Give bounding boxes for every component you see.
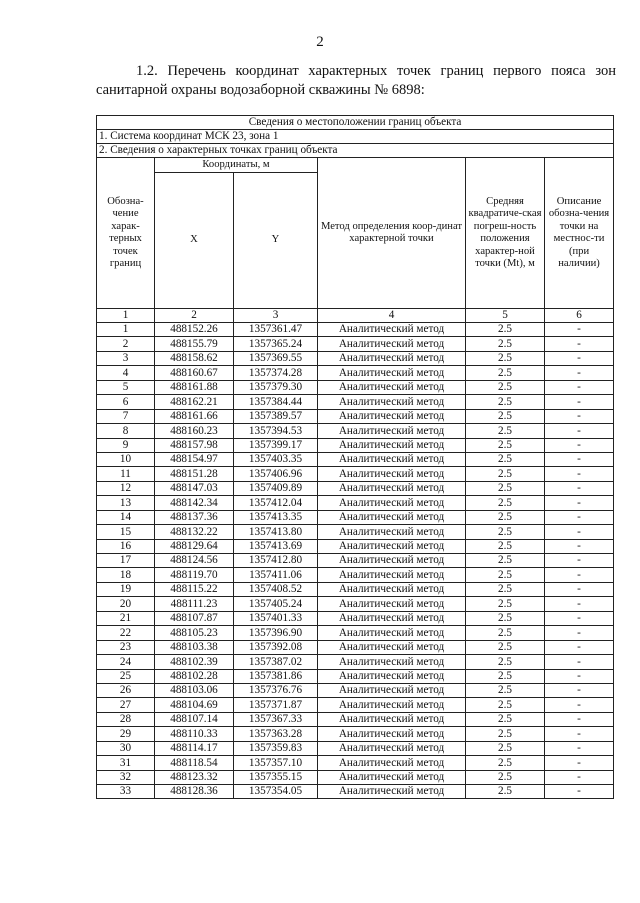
description: - [545, 409, 614, 423]
error-value: 2.5 [466, 655, 545, 669]
description: - [545, 698, 614, 712]
point-number: 4 [97, 366, 155, 380]
coord-x: 488129.64 [155, 539, 234, 553]
coord-y: 1357394.53 [234, 424, 318, 438]
method: Аналитический метод [318, 409, 466, 423]
error-value: 2.5 [466, 597, 545, 611]
coord-x: 488111.23 [155, 597, 234, 611]
error-value: 2.5 [466, 395, 545, 409]
method: Аналитический метод [318, 539, 466, 553]
table-row [97, 683, 614, 697]
table-title: Сведения о местоположении границ объекта [97, 116, 614, 130]
coord-x: 488105.23 [155, 626, 234, 640]
col-header-x: X [155, 173, 234, 309]
coord-y: 1357411.06 [234, 568, 318, 582]
coord-x: 488161.66 [155, 409, 234, 423]
coord-x: 488160.23 [155, 424, 234, 438]
method: Аналитический метод [318, 727, 466, 741]
method: Аналитический метод [318, 366, 466, 380]
point-number: 27 [97, 698, 155, 712]
description: - [545, 770, 614, 784]
coord-x: 488158.62 [155, 351, 234, 365]
column-number: 6 [545, 309, 614, 323]
coord-y: 1357363.28 [234, 727, 318, 741]
column-number: 1 [97, 309, 155, 323]
description: - [545, 611, 614, 625]
description: - [545, 741, 614, 755]
coord-y: 1357412.04 [234, 496, 318, 510]
coord-x: 488155.79 [155, 337, 234, 351]
table-row [97, 785, 614, 799]
coord-y: 1357392.08 [234, 640, 318, 654]
point-number: 5 [97, 380, 155, 394]
table-row [97, 337, 614, 351]
point-number: 13 [97, 496, 155, 510]
method: Аналитический метод [318, 510, 466, 524]
point-number: 23 [97, 640, 155, 654]
coord-y: 1357399.17 [234, 438, 318, 452]
table-row [97, 510, 614, 524]
method: Аналитический метод [318, 698, 466, 712]
error-value: 2.5 [466, 424, 545, 438]
error-value: 2.5 [466, 337, 545, 351]
description: - [545, 539, 614, 553]
coord-y: 1357357.10 [234, 756, 318, 770]
method: Аналитический метод [318, 351, 466, 365]
table-row [97, 741, 614, 755]
coord-x: 488102.39 [155, 655, 234, 669]
table-row [97, 467, 614, 481]
point-number: 3 [97, 351, 155, 365]
point-number: 24 [97, 655, 155, 669]
coord-x: 488104.69 [155, 698, 234, 712]
description: - [545, 351, 614, 365]
method: Аналитический метод [318, 568, 466, 582]
point-number: 32 [97, 770, 155, 784]
error-value: 2.5 [466, 698, 545, 712]
coord-y: 1357355.15 [234, 770, 318, 784]
table-row [97, 626, 614, 640]
table-row [97, 539, 614, 553]
point-number: 15 [97, 525, 155, 539]
table-row [97, 640, 614, 654]
coord-y: 1357406.96 [234, 467, 318, 481]
coord-y: 1357409.89 [234, 481, 318, 495]
description: - [545, 640, 614, 654]
point-number: 29 [97, 727, 155, 741]
coord-x: 488103.38 [155, 640, 234, 654]
coord-x: 488115.22 [155, 582, 234, 596]
table-row [97, 452, 614, 466]
description: - [545, 510, 614, 524]
coord-x: 488103.06 [155, 683, 234, 697]
coordinate-system-line: 1. Система координат МСК 23, зона 1 [97, 130, 614, 144]
coord-y: 1357408.52 [234, 582, 318, 596]
description: - [545, 452, 614, 466]
error-value: 2.5 [466, 582, 545, 596]
error-value: 2.5 [466, 669, 545, 683]
coord-y: 1357384.44 [234, 395, 318, 409]
coord-y: 1357396.90 [234, 626, 318, 640]
point-number: 11 [97, 467, 155, 481]
method: Аналитический метод [318, 683, 466, 697]
coord-y: 1357405.24 [234, 597, 318, 611]
method: Аналитический метод [318, 438, 466, 452]
coord-y: 1357369.55 [234, 351, 318, 365]
table-row [97, 582, 614, 596]
method: Аналитический метод [318, 741, 466, 755]
point-number: 26 [97, 683, 155, 697]
table-row [97, 351, 614, 365]
point-number: 28 [97, 712, 155, 726]
table-row [97, 424, 614, 438]
coord-x: 488124.56 [155, 554, 234, 568]
method: Аналитический метод [318, 380, 466, 394]
coord-y: 1357412.80 [234, 554, 318, 568]
section-heading: 1.2. Перечень координат характерных точек границ первого пояса зон санитарной охраны водозаборной скважины № 6898: [96, 63, 616, 98]
coord-y: 1357359.83 [234, 741, 318, 755]
col-header-error: Средняя квадратиче-ская погреш-ность положения характер-ной точки (Mt), м [466, 158, 545, 309]
coord-y: 1357381.86 [234, 669, 318, 683]
description: - [545, 525, 614, 539]
point-number: 9 [97, 438, 155, 452]
col-header-coordinates: Координаты, м [155, 158, 318, 173]
method: Аналитический метод [318, 424, 466, 438]
coord-y: 1357374.28 [234, 366, 318, 380]
table-row [97, 323, 614, 337]
method: Аналитический метод [318, 496, 466, 510]
point-number: 22 [97, 626, 155, 640]
error-value: 2.5 [466, 756, 545, 770]
coordinates-table [96, 115, 614, 799]
description: - [545, 424, 614, 438]
coord-x: 488151.28 [155, 467, 234, 481]
point-number: 12 [97, 481, 155, 495]
coord-x: 488114.17 [155, 741, 234, 755]
point-number: 10 [97, 452, 155, 466]
description: - [545, 712, 614, 726]
coord-x: 488128.36 [155, 785, 234, 799]
description: - [545, 395, 614, 409]
table-row [97, 409, 614, 423]
col-header-point: Обозна-чение харак-терных точек границ [97, 158, 155, 309]
description: - [545, 785, 614, 799]
col-header-description: Описание обозна-чения точки на местнос-ти (при наличии) [545, 158, 614, 309]
table-row [97, 554, 614, 568]
point-number: 2 [97, 337, 155, 351]
description: - [545, 323, 614, 337]
coord-y: 1357365.24 [234, 337, 318, 351]
method: Аналитический метод [318, 467, 466, 481]
method: Аналитический метод [318, 611, 466, 625]
table-row [97, 366, 614, 380]
coord-y: 1357413.80 [234, 525, 318, 539]
description: - [545, 655, 614, 669]
description: - [545, 366, 614, 380]
coord-y: 1357376.76 [234, 683, 318, 697]
point-number: 6 [97, 395, 155, 409]
table-row [97, 568, 614, 582]
table-row [97, 669, 614, 683]
coord-x: 488161.88 [155, 380, 234, 394]
error-value: 2.5 [466, 741, 545, 755]
coord-y: 1357367.33 [234, 712, 318, 726]
method: Аналитический метод [318, 525, 466, 539]
description: - [545, 380, 614, 394]
method: Аналитический метод [318, 770, 466, 784]
coord-x: 488110.33 [155, 727, 234, 741]
col-header-method: Метод определения коор-динат характерной точки [318, 158, 466, 309]
table-row [97, 380, 614, 394]
method: Аналитический метод [318, 712, 466, 726]
error-value: 2.5 [466, 380, 545, 394]
table-row [97, 756, 614, 770]
method: Аналитический метод [318, 756, 466, 770]
error-value: 2.5 [466, 712, 545, 726]
table-row [97, 611, 614, 625]
table-row [97, 698, 614, 712]
coord-x: 488123.32 [155, 770, 234, 784]
column-number: 2 [155, 309, 234, 323]
description: - [545, 554, 614, 568]
point-number: 16 [97, 539, 155, 553]
error-value: 2.5 [466, 770, 545, 784]
coord-x: 488142.34 [155, 496, 234, 510]
description: - [545, 683, 614, 697]
coord-x: 488132.22 [155, 525, 234, 539]
method: Аналитический метод [318, 337, 466, 351]
method: Аналитический метод [318, 452, 466, 466]
description: - [545, 626, 614, 640]
column-number: 4 [318, 309, 466, 323]
error-value: 2.5 [466, 409, 545, 423]
coord-x: 488107.87 [155, 611, 234, 625]
error-value: 2.5 [466, 568, 545, 582]
coord-x: 488154.97 [155, 452, 234, 466]
error-value: 2.5 [466, 351, 545, 365]
description: - [545, 756, 614, 770]
column-number: 5 [466, 309, 545, 323]
coord-x: 488118.54 [155, 756, 234, 770]
coord-x: 488160.67 [155, 366, 234, 380]
error-value: 2.5 [466, 366, 545, 380]
coord-x: 488162.21 [155, 395, 234, 409]
error-value: 2.5 [466, 496, 545, 510]
error-value: 2.5 [466, 539, 545, 553]
description: - [545, 727, 614, 741]
coord-y: 1357379.30 [234, 380, 318, 394]
error-value: 2.5 [466, 554, 545, 568]
table-row [97, 770, 614, 784]
point-number: 20 [97, 597, 155, 611]
point-number: 25 [97, 669, 155, 683]
table-row [97, 481, 614, 495]
method: Аналитический метод [318, 395, 466, 409]
method: Аналитический метод [318, 640, 466, 654]
coord-y: 1357354.05 [234, 785, 318, 799]
description: - [545, 597, 614, 611]
point-number: 8 [97, 424, 155, 438]
error-value: 2.5 [466, 640, 545, 654]
method: Аналитический метод [318, 655, 466, 669]
table-row [97, 597, 614, 611]
point-number: 14 [97, 510, 155, 524]
point-number: 18 [97, 568, 155, 582]
method: Аналитический метод [318, 323, 466, 337]
coord-y: 1357401.33 [234, 611, 318, 625]
table-row [97, 395, 614, 409]
point-number: 33 [97, 785, 155, 799]
method: Аналитический метод [318, 481, 466, 495]
coord-x: 488102.28 [155, 669, 234, 683]
point-number: 17 [97, 554, 155, 568]
table-row [97, 496, 614, 510]
error-value: 2.5 [466, 683, 545, 697]
coord-x: 488119.70 [155, 568, 234, 582]
method: Аналитический метод [318, 597, 466, 611]
error-value: 2.5 [466, 438, 545, 452]
col-header-y: Y [234, 173, 318, 309]
description: - [545, 496, 614, 510]
method: Аналитический метод [318, 582, 466, 596]
table-row [97, 727, 614, 741]
coord-y: 1357403.35 [234, 452, 318, 466]
coord-y: 1357371.87 [234, 698, 318, 712]
description: - [545, 467, 614, 481]
error-value: 2.5 [466, 323, 545, 337]
error-value: 2.5 [466, 481, 545, 495]
method: Аналитический метод [318, 669, 466, 683]
point-number: 30 [97, 741, 155, 755]
table-row [97, 525, 614, 539]
method: Аналитический метод [318, 785, 466, 799]
description: - [545, 337, 614, 351]
description: - [545, 669, 614, 683]
description: - [545, 438, 614, 452]
column-numbers-row [97, 309, 614, 323]
coord-y: 1357413.69 [234, 539, 318, 553]
table-row [97, 438, 614, 452]
description: - [545, 481, 614, 495]
coord-y: 1357387.02 [234, 655, 318, 669]
coord-x: 488152.26 [155, 323, 234, 337]
error-value: 2.5 [466, 785, 545, 799]
error-value: 2.5 [466, 452, 545, 466]
point-number: 7 [97, 409, 155, 423]
coord-x: 488147.03 [155, 481, 234, 495]
error-value: 2.5 [466, 727, 545, 741]
coord-y: 1357389.57 [234, 409, 318, 423]
table-row [97, 655, 614, 669]
coord-x: 488107.14 [155, 712, 234, 726]
page-number: 2 [316, 34, 324, 50]
error-value: 2.5 [466, 626, 545, 640]
error-value: 2.5 [466, 525, 545, 539]
points-info-line: 2. Сведения о характерных точках границ объекта [97, 144, 614, 158]
column-number: 3 [234, 309, 318, 323]
point-number: 19 [97, 582, 155, 596]
point-number: 21 [97, 611, 155, 625]
point-number: 31 [97, 756, 155, 770]
coord-y: 1357413.35 [234, 510, 318, 524]
description: - [545, 582, 614, 596]
coord-x: 488137.36 [155, 510, 234, 524]
coord-y: 1357361.47 [234, 323, 318, 337]
method: Аналитический метод [318, 554, 466, 568]
error-value: 2.5 [466, 611, 545, 625]
error-value: 2.5 [466, 510, 545, 524]
error-value: 2.5 [466, 467, 545, 481]
coord-x: 488157.98 [155, 438, 234, 452]
point-number: 1 [97, 323, 155, 337]
table-row [97, 712, 614, 726]
method: Аналитический метод [318, 626, 466, 640]
description: - [545, 568, 614, 582]
